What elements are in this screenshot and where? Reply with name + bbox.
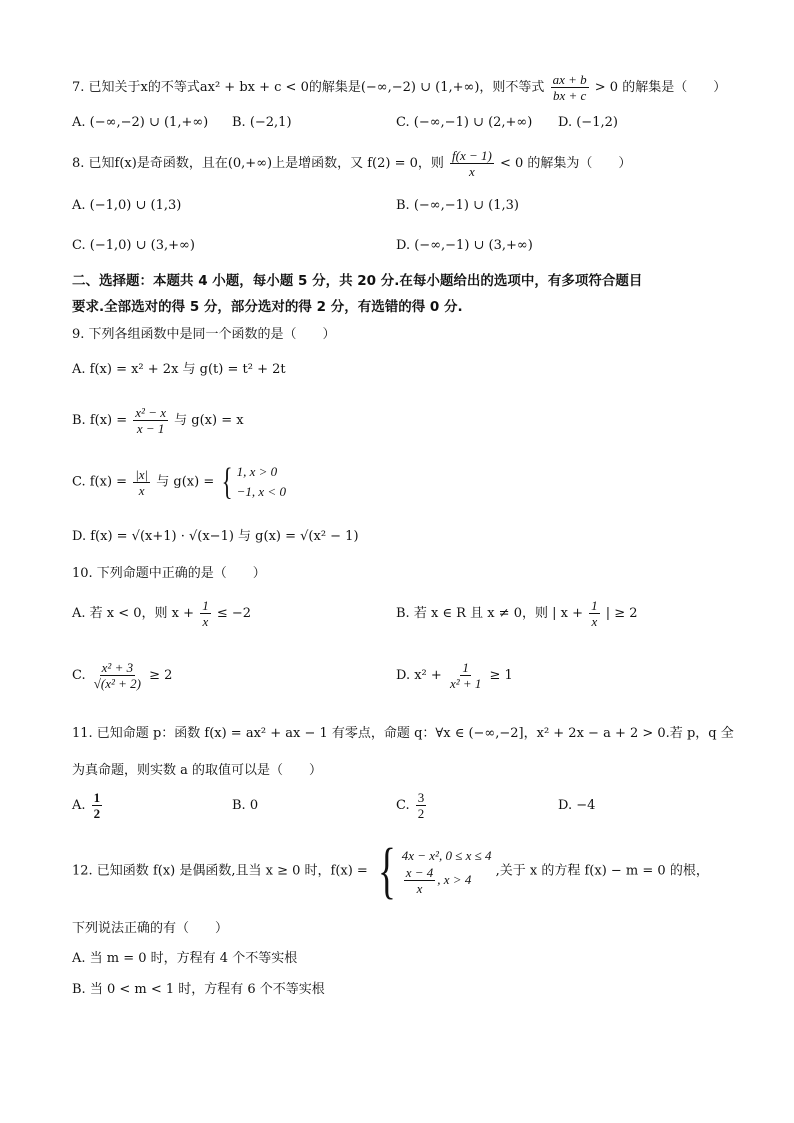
q8-option-b: B. (−∞,−1) ∪ (1,3) — [396, 198, 519, 213]
section-2-heading-line2: 要求.全部选对的得 5 分，部分选对的得 2 分，有选错的得 0 分. — [72, 299, 463, 315]
q10-option-a: A. 若 x < 0，则 x + $\frac{1}{x}$ ≤ −2 — [72, 598, 252, 629]
q12-option-b: B. 当 0 < m < 1 时，方程有 6 个不等实根 — [72, 982, 325, 997]
q11-option-a: A. $\frac{1}{2}$ — [72, 790, 101, 821]
question-12-stem-2: 下列说法正确的有（ ） — [72, 921, 229, 936]
question-8-stem: 8. 已知f(x)是奇函数，且在(0,+∞)上是增函数，又 f(2) = 0，则 $\frac{f(x - 1)}{x}$ < 0 的解集为（ ） — [72, 148, 632, 179]
question-11-stem-2: 为真命题，则实数 a 的取值可以是（ ） — [72, 763, 323, 778]
q8-option-c: C. (−1,0) ∪ (3,+∞) — [72, 238, 195, 253]
question-7-stem: 7. 已知关于x的不等式ax² + bx + c < 0的解集是(−∞,−2) ∪ (1,+∞)，则不等式 $\frac{ax + b}{bx + c}$ > 0 的解集是（ ） — [72, 72, 727, 103]
piecewise-brace: { 4x − x², 0 ≤ x ≤ 4 $\frac{x - 4}{x}$ , x > 4 — [377, 837, 492, 905]
q7-fraction: $\frac{ax + b}{bx + c}$ — [552, 72, 587, 103]
q9-option-b: B. f(x) = $\frac{\text{x² − x}}{x - 1}$ 与 g(x) = x — [72, 405, 244, 436]
q11-option-c: C. $\frac{3}{2}$ — [396, 790, 425, 821]
question-12-stem: 12. 已知函数 f(x) 是偶函数,且当 x ≥ 0 时，f(x) = { 4x − x², 0 ≤ x ≤ 4 $\frac{x - 4}{x}$ , x > 4 ,关于 x 的方程 f(x) − m = 0 的根， — [72, 837, 709, 905]
q7-option-a: A. (−∞,−2) ∪ (1,+∞) — [72, 115, 209, 130]
question-10-stem: 10. 下列命题中正确的是（ ） — [72, 566, 266, 581]
q10-option-d: D. x² + $\frac{1}{\text{x² + 1}}$ ≥ 1 — [396, 660, 513, 691]
q7-option-c: C. (−∞,−1) ∪ (2,+∞) — [396, 115, 533, 130]
section-2-heading-line1: 二、选择题：本题共 4 小题，每小题 5 分，共 20 分.在每小题给出的选项中，有多项符合题目 — [72, 273, 643, 289]
q9-option-d: D. f(x) = √(x+1) · √(x−1) 与 g(x) = √(x² − 1) — [72, 529, 359, 544]
q10-option-c: C. $\frac{\text{x² + 3}}{\text{√(x² + 2)}}$ ≥ 2 — [72, 660, 173, 691]
piecewise-brace: { 1, x > 0 −1, x < 0 — [222, 461, 286, 503]
q11-option-d: D. −4 — [558, 798, 596, 813]
q10-option-b: B. 若 x ∈ R 且 x ≠ 0，则 | x + $\frac{1}{x}$ | ≥ 2 — [396, 598, 638, 629]
q8-fraction: $\frac{f(x - 1)}{x}$ — [452, 148, 492, 179]
q8-option-a: A. (−1,0) ∪ (1,3) — [72, 198, 182, 213]
q7-option-d: D. (−1,2) — [558, 115, 618, 130]
q7-option-b: B. (−2,1) — [232, 115, 292, 130]
q9-option-a: A. f(x) = x² + 2x 与 g(t) = t² + 2t — [72, 362, 286, 377]
q9-option-c: C. f(x) = $\frac{|x|}{x}$ 与 g(x) = { 1, x > 0 −1, x < 0 — [72, 461, 286, 503]
q12-option-a: A. 当 m = 0 时，方程有 4 个不等实根 — [72, 951, 298, 966]
q11-option-b: B. 0 — [232, 798, 259, 813]
question-11-stem: 11. 已知命题 p：函数 f(x) = ax² + ax − 1 有零点，命题 q：∀x ∈ (−∞,−2]，x² + 2x − a + 2 > 0.若 p，q 全 — [72, 726, 734, 741]
q8-option-d: D. (−∞,−1) ∪ (3,+∞) — [396, 238, 533, 253]
question-9-stem: 9. 下列各组函数中是同一个函数的是（ ） — [72, 327, 336, 342]
